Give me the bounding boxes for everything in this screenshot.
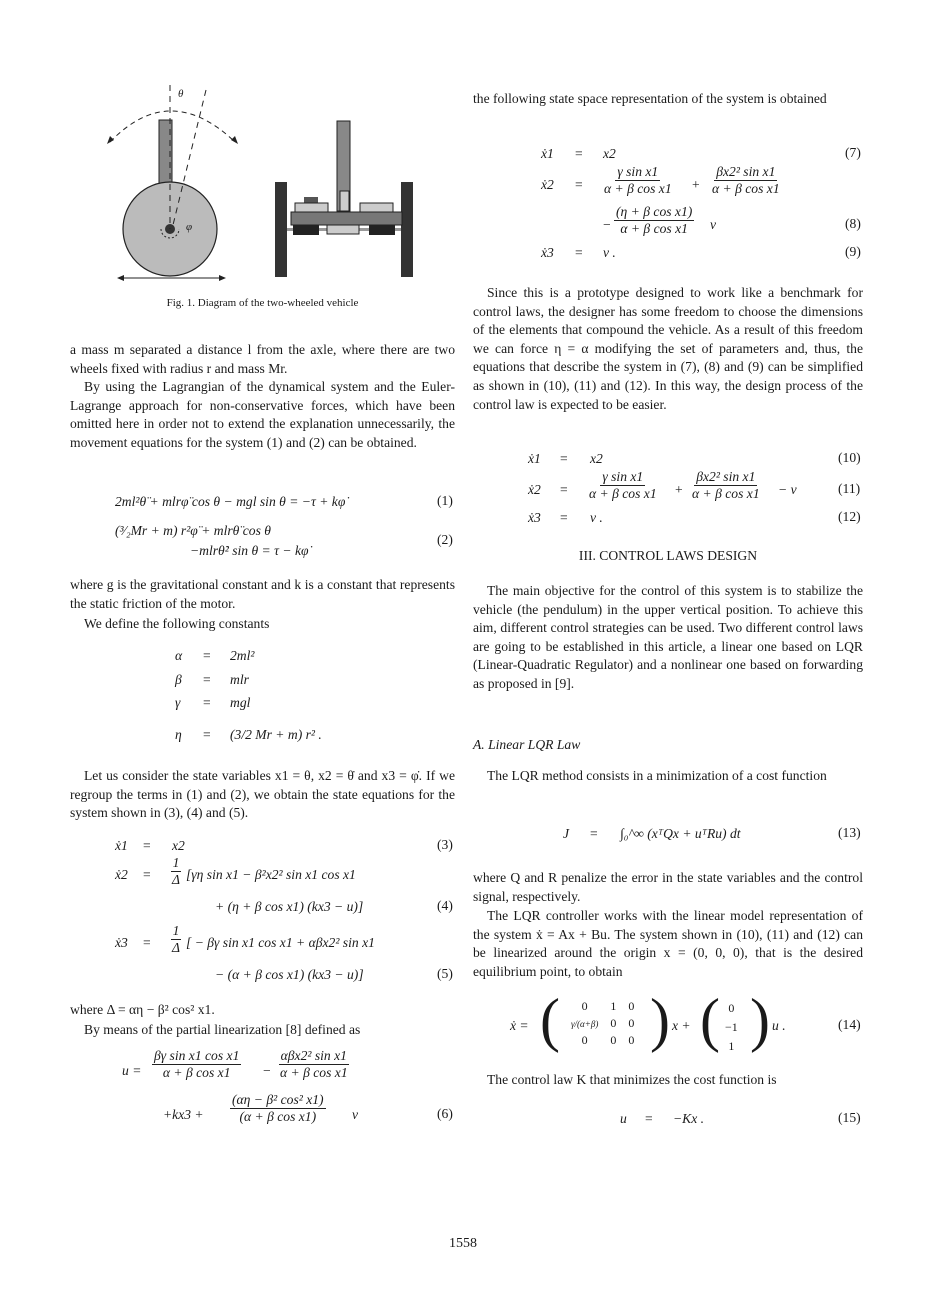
paragraph: By means of the partial linearization [8] defined as [84, 1022, 361, 1037]
equation-number: (12) [838, 509, 861, 524]
equals: = [203, 672, 211, 687]
paragraph: Let us consider the state variables x1 = θ, x2 = θ̇ and x3 = φ̇. If we regroup the terms in (1) and (2), we obtain the state equations for the system shown in (3), (4) and (5). [70, 768, 455, 821]
frac-den: Δ [172, 940, 180, 955]
eq-lhs: u = [122, 1063, 142, 1078]
paragraph: a mass m separated a distance l from the axle, where there are two wheels fixed with radius r and mass Mr. [70, 342, 455, 376]
paragraph: The LQR method consists in a minimization of a cost function [487, 768, 827, 783]
equation-number: (5) [437, 966, 453, 981]
equation-1: 2ml²θ̈ + mlrφ̈ cos θ − mgl sin θ = −τ + kφ̇ [115, 494, 346, 509]
paper-page: θ φ Fig. 1. Diagram of the two-wheeled vehicle a mass m separated a distance l from the axle, where there are two wheels fixed with radius r and mass Mr. By using the Lagrangian of the dynamical system and the Euler-Lagrange approach for non-conservative forces, which have been omitted here in order not to extend the explanation unnecessarily, the movement equations for the system (1) and (2) can be obtained. 2ml²θ̈ + mlrφ̈ cos θ − mgl sin θ = −τ + kφ̇ (1) (³⁄₂Mr + m) r²φ̈ + mlrθ̈ cos θ −mlrθ̇² sin θ = τ − kφ̇ (2) where g is the gravitational constant and k is a constant that represents the static friction of the motor. We define the following constants α = 2ml² β = mlr γ = mgl η = (3/2 Mr + m) r² . Let us consider the state variables x1 = θ, x2 = θ̇ and x3 = φ̇. If we regroup the terms in (1) and (2), we obtain the state equations for the system shown in (3), (4) and (5). ẋ1 = x2 (3) ẋ2 = $\frac{1}{\Delta}$ [γη sin x1 − β²x2² sin x1 cos x1 + (η + β cos x1) (kx3 − u)] (4) ẋ3 = $\frac{1}{\Delta}$ [ − βγ sin x1 cos x1 + αβx2² sin x1 − (α + β cos x1) (kx3 − u)] (5) where Δ = αη − β² cos² x1. By means of the partial linearization [8] defined as u = $\frac{\text{βγ sin x1 cos x1}}{\text{α + β cos x1}}$ − αβx2² sin x1 α + β cos x1 +kx3 + $\frac{\text{(αη − β² cos² x1)}}{\text{(α + β cos x1)}}$ v (6) the following state space representation of the system is obtained ẋ1 = x2 (7) ẋ2 = $\frac{\text{γ sin x1}}{\text{α + β cos x1}}$ + $\frac{\text{βx2² sin x1}}{\text{α + β cos x1}}$ − $\frac{\text{(η + β cos x1)}}{\text{α + β cos x1}}$ v (8) ẋ3 = v . (9) Since this is a prototype designed to work like a benchmark for control laws, the designer has some freedom to choose the dimensions of the elements that compound the vehicle. As a result of this freedom we can force η = α modifying the set of parameters and, thus, the equations that describe the system in (7), (8) and (9) can be simplified as shown in (10), (11) and (12). In this way, the design process of the control law is expected to be easier. ẋ1 = x2 (10) ẋ2 = $\frac{\text{γ sin x1}}{\text{α + β cos x1}}$ + $\frac{\text{βx2² sin x1}}{\text{α + β cos x1}}$ − v (11) ẋ3 = v . (12) III. CONTROL LAWS DESIGN The main objective for the control of this system is to stabilize the vehicle (the pendulum) in the upper vertical position. To achieve this aim, different control strategies can be used. Two different control laws are going to be established in this article, a linear one based on LQR (Linear-Quadratic Regulator) and a nonlinear one based on forwarding as proposed in [9]. A. Linear LQR Law The LQR method consists in a minimization of a cost function J = ∫₀^∞ (xᵀQx + uᵀRu) dt (13) where Q and R penalize the error in the state variables and the control signal, respectively. The LQR controller works with the linear model representation of the system ẋ = Ax + Bu. The system shown in (10), (11) and (12) can be linearized around the origin x = (0, 0, 0), that is the desired equilibrium point, to obtain ẋ = ( 0 1 0 γ/(α+β) 0 0 0 0 0 ) x + ( 0 −1 1 ) u . (14) The control law K that minimizes the cost function is u = −Kx . (15) 1558 [0, 0, 925, 1309]
eq-term: v [352, 1107, 359, 1122]
matrix-A: 0 1 0 γ/(α+β) 0 0 0 0 0 [571, 999, 635, 1047]
equation-number: (8) [845, 216, 861, 231]
equals: = [575, 245, 583, 260]
equals: = [645, 1111, 653, 1126]
paragraph: We define the following constants [84, 616, 270, 631]
equation-number: (1) [437, 493, 453, 508]
equation-2-line-1: (³⁄₂Mr + m) r²φ̈ + mlrθ̈ cos θ [115, 523, 271, 538]
frac-num: 1 [172, 855, 180, 870]
eq-rhs: − (α + β cos x1) (kx3 − u)] [215, 967, 364, 982]
paragraph: where Q and R penalize the error in the state variables and the control signal, respectively. [473, 870, 863, 904]
eq-rhs: + (η + β cos x1) (kx3 − u)] [215, 899, 364, 914]
eq-lhs: ẋ = [510, 1018, 529, 1033]
paragraph: the following state space representation of the system is obtained [473, 91, 827, 106]
equals: = [203, 727, 211, 742]
paragraph: where Δ = αη − β² cos² x1. [70, 1002, 215, 1017]
frac-num: (αη − β² cos² x1) [232, 1092, 324, 1107]
plus: + [675, 482, 683, 497]
frac-den: α + β cos x1 [692, 486, 760, 501]
front-view [275, 121, 413, 277]
equals: = [560, 482, 568, 497]
frac-num: γ sin x1 [617, 164, 659, 179]
eq-lhs: ẋ3 [115, 935, 128, 950]
const-gamma: γ [175, 695, 181, 710]
section-heading: III. CONTROL LAWS DESIGN [578, 548, 758, 563]
frac-den: α + β cos x1 [620, 221, 688, 236]
frac-num: βx2² sin x1 [716, 164, 776, 179]
paragraph: Since this is a prototype designed to work like a benchmark for control laws, the designer has some freedom to choose the dimensions of the elements that compound the vehicle. As a result of this freedom we can force η = α modifying the set of parameters and, thus, the equations that describe the system in (7), (8) and (9) can be simplified as shown in (10), (11) and (12). In this way, the design process of the control law is expected to be easier. [473, 285, 863, 412]
equals: = [203, 695, 211, 710]
frac-den: α + β cos x1 [162, 1065, 231, 1080]
matrix-B: 0 −1 1 [725, 1001, 738, 1053]
page-number: 1558 [449, 1236, 477, 1251]
const-alpha: α [175, 648, 183, 663]
eq-lhs: ẋ1 [115, 838, 128, 853]
eq-rhs: x2 [590, 451, 603, 466]
frac-den: α + β cos x1 [280, 1065, 348, 1080]
frac-den: α + β cos x1 [589, 486, 657, 501]
frac-den: α + β cos x1 [712, 181, 780, 196]
eq-rhs: x2 [172, 838, 185, 853]
eq-rhs: [ − βγ sin x1 cos x1 + αβx2² sin x1 [186, 935, 375, 950]
equals: = [203, 648, 211, 663]
equals: = [143, 935, 151, 950]
frac-num: γ sin x1 [602, 469, 644, 484]
theta-label: θ [178, 88, 184, 100]
const-eta-value: (3/2 Mr + m) r² . [230, 727, 322, 742]
equation-number: (11) [838, 481, 861, 496]
equals: = [575, 146, 583, 161]
eq-rhs: v . [603, 245, 616, 260]
equation-number: (6) [437, 1106, 453, 1121]
minus: − [603, 217, 611, 232]
eq-lhs: ẋ2 [528, 482, 541, 497]
equals: = [590, 826, 598, 841]
plus: + [692, 177, 700, 192]
equals: = [560, 510, 568, 525]
frac-num: βx2² sin x1 [696, 469, 756, 484]
subsection-heading: A. Linear LQR Law [473, 737, 581, 752]
const-alpha-value: 2ml² [230, 648, 255, 663]
equation-number: (9) [845, 244, 861, 259]
eq-lhs: J [563, 826, 570, 841]
equation-number: (4) [437, 898, 453, 913]
paragraph: By using the Lagrangian of the dynamical system and the Euler-Lagrange approach for non-conservative forces, which have been omitted here in order not to extend the explanation unnecessarily, the movement equations for the system (1) and (2) can be obtained. [70, 379, 455, 450]
equation-number: (2) [437, 532, 453, 547]
equation-number: (3) [437, 837, 453, 852]
eq-lhs: ẋ1 [541, 146, 554, 161]
eq-lhs: ẋ3 [541, 245, 554, 260]
equation-number: (13) [838, 825, 861, 840]
const-beta-value: mlr [230, 672, 249, 687]
eq-lhs: ẋ2 [115, 867, 128, 882]
equals: = [143, 867, 151, 882]
equation-number: (7) [845, 145, 861, 160]
equals: = [575, 177, 583, 192]
phi-label: φ [186, 221, 193, 233]
eq-term: x + [672, 1018, 691, 1033]
paragraph: where g is the gravitational constant and k is a constant that represents the static friction of the motor. [70, 577, 455, 611]
paragraph: The control law K that minimizes the cost function is [487, 1072, 777, 1087]
eq-term: u . [772, 1018, 786, 1033]
frac-den: Δ [172, 872, 180, 887]
const-eta: η [175, 727, 182, 742]
equation-number: (14) [838, 1017, 861, 1032]
equals: = [143, 838, 151, 853]
frac-den: (α + β cos x1) [239, 1109, 317, 1124]
paragraph: The LQR controller works with the linear model representation of the system ẋ = Ax + Bu. The system shown in (10), (11) and (12) can be linearized around the origin x = (0, 0, 0), that is the desired equilibrium point, to obtain [473, 908, 863, 979]
eq-rhs: ∫₀^∞ (xᵀQx + uᵀRu) dt [620, 826, 741, 841]
eq-lhs: u [620, 1111, 627, 1126]
eq-rhs: −Kx . [673, 1111, 705, 1126]
minus: − [263, 1063, 271, 1078]
const-gamma-value: mgl [230, 695, 251, 710]
frac-num: (η + β cos x1) [616, 204, 693, 219]
equation-number: (15) [838, 1110, 861, 1125]
eq-term: v [710, 217, 717, 232]
eq-lhs: ẋ3 [528, 510, 541, 525]
figure-two-wheeled-vehicle [95, 80, 425, 285]
eq-rhs: x2 [603, 146, 616, 161]
eq-lhs: ẋ1 [528, 451, 541, 466]
eq-rhs: [γη sin x1 − β²x2² sin x1 cos x1 [186, 867, 356, 882]
eq-lhs: ẋ2 [541, 177, 554, 192]
figure-caption: Fig. 1. Diagram of the two-wheeled vehicle [166, 297, 359, 309]
const-beta: β [175, 672, 182, 687]
eq-term: +kx3 + [163, 1107, 204, 1122]
paragraph: The main objective for the control of this system is to stabilize the vehicle (the pendulum) in the upper vertical position. To achieve this aim, different control strategies can be used. Two different control laws are going to be established in this article, a linear one based on LQR (Linear-Quadratic Regulator) and a nonlinear one based on forwarding as proposed in [9]. [473, 583, 863, 691]
frac-num: 1 [172, 923, 180, 938]
eq-term: − v [778, 482, 797, 497]
frac-den: α + β cos x1 [604, 181, 672, 196]
frac-num: βγ sin x1 cos x1 [154, 1048, 240, 1063]
side-view [107, 85, 238, 281]
equals: = [560, 451, 568, 466]
frac-num: αβx2² sin x1 [280, 1048, 347, 1063]
equation-number: (10) [838, 450, 861, 465]
equation-2-line-2: −mlrθ̇² sin θ = τ − kφ̇ [190, 543, 309, 558]
eq-rhs: v . [590, 510, 603, 525]
